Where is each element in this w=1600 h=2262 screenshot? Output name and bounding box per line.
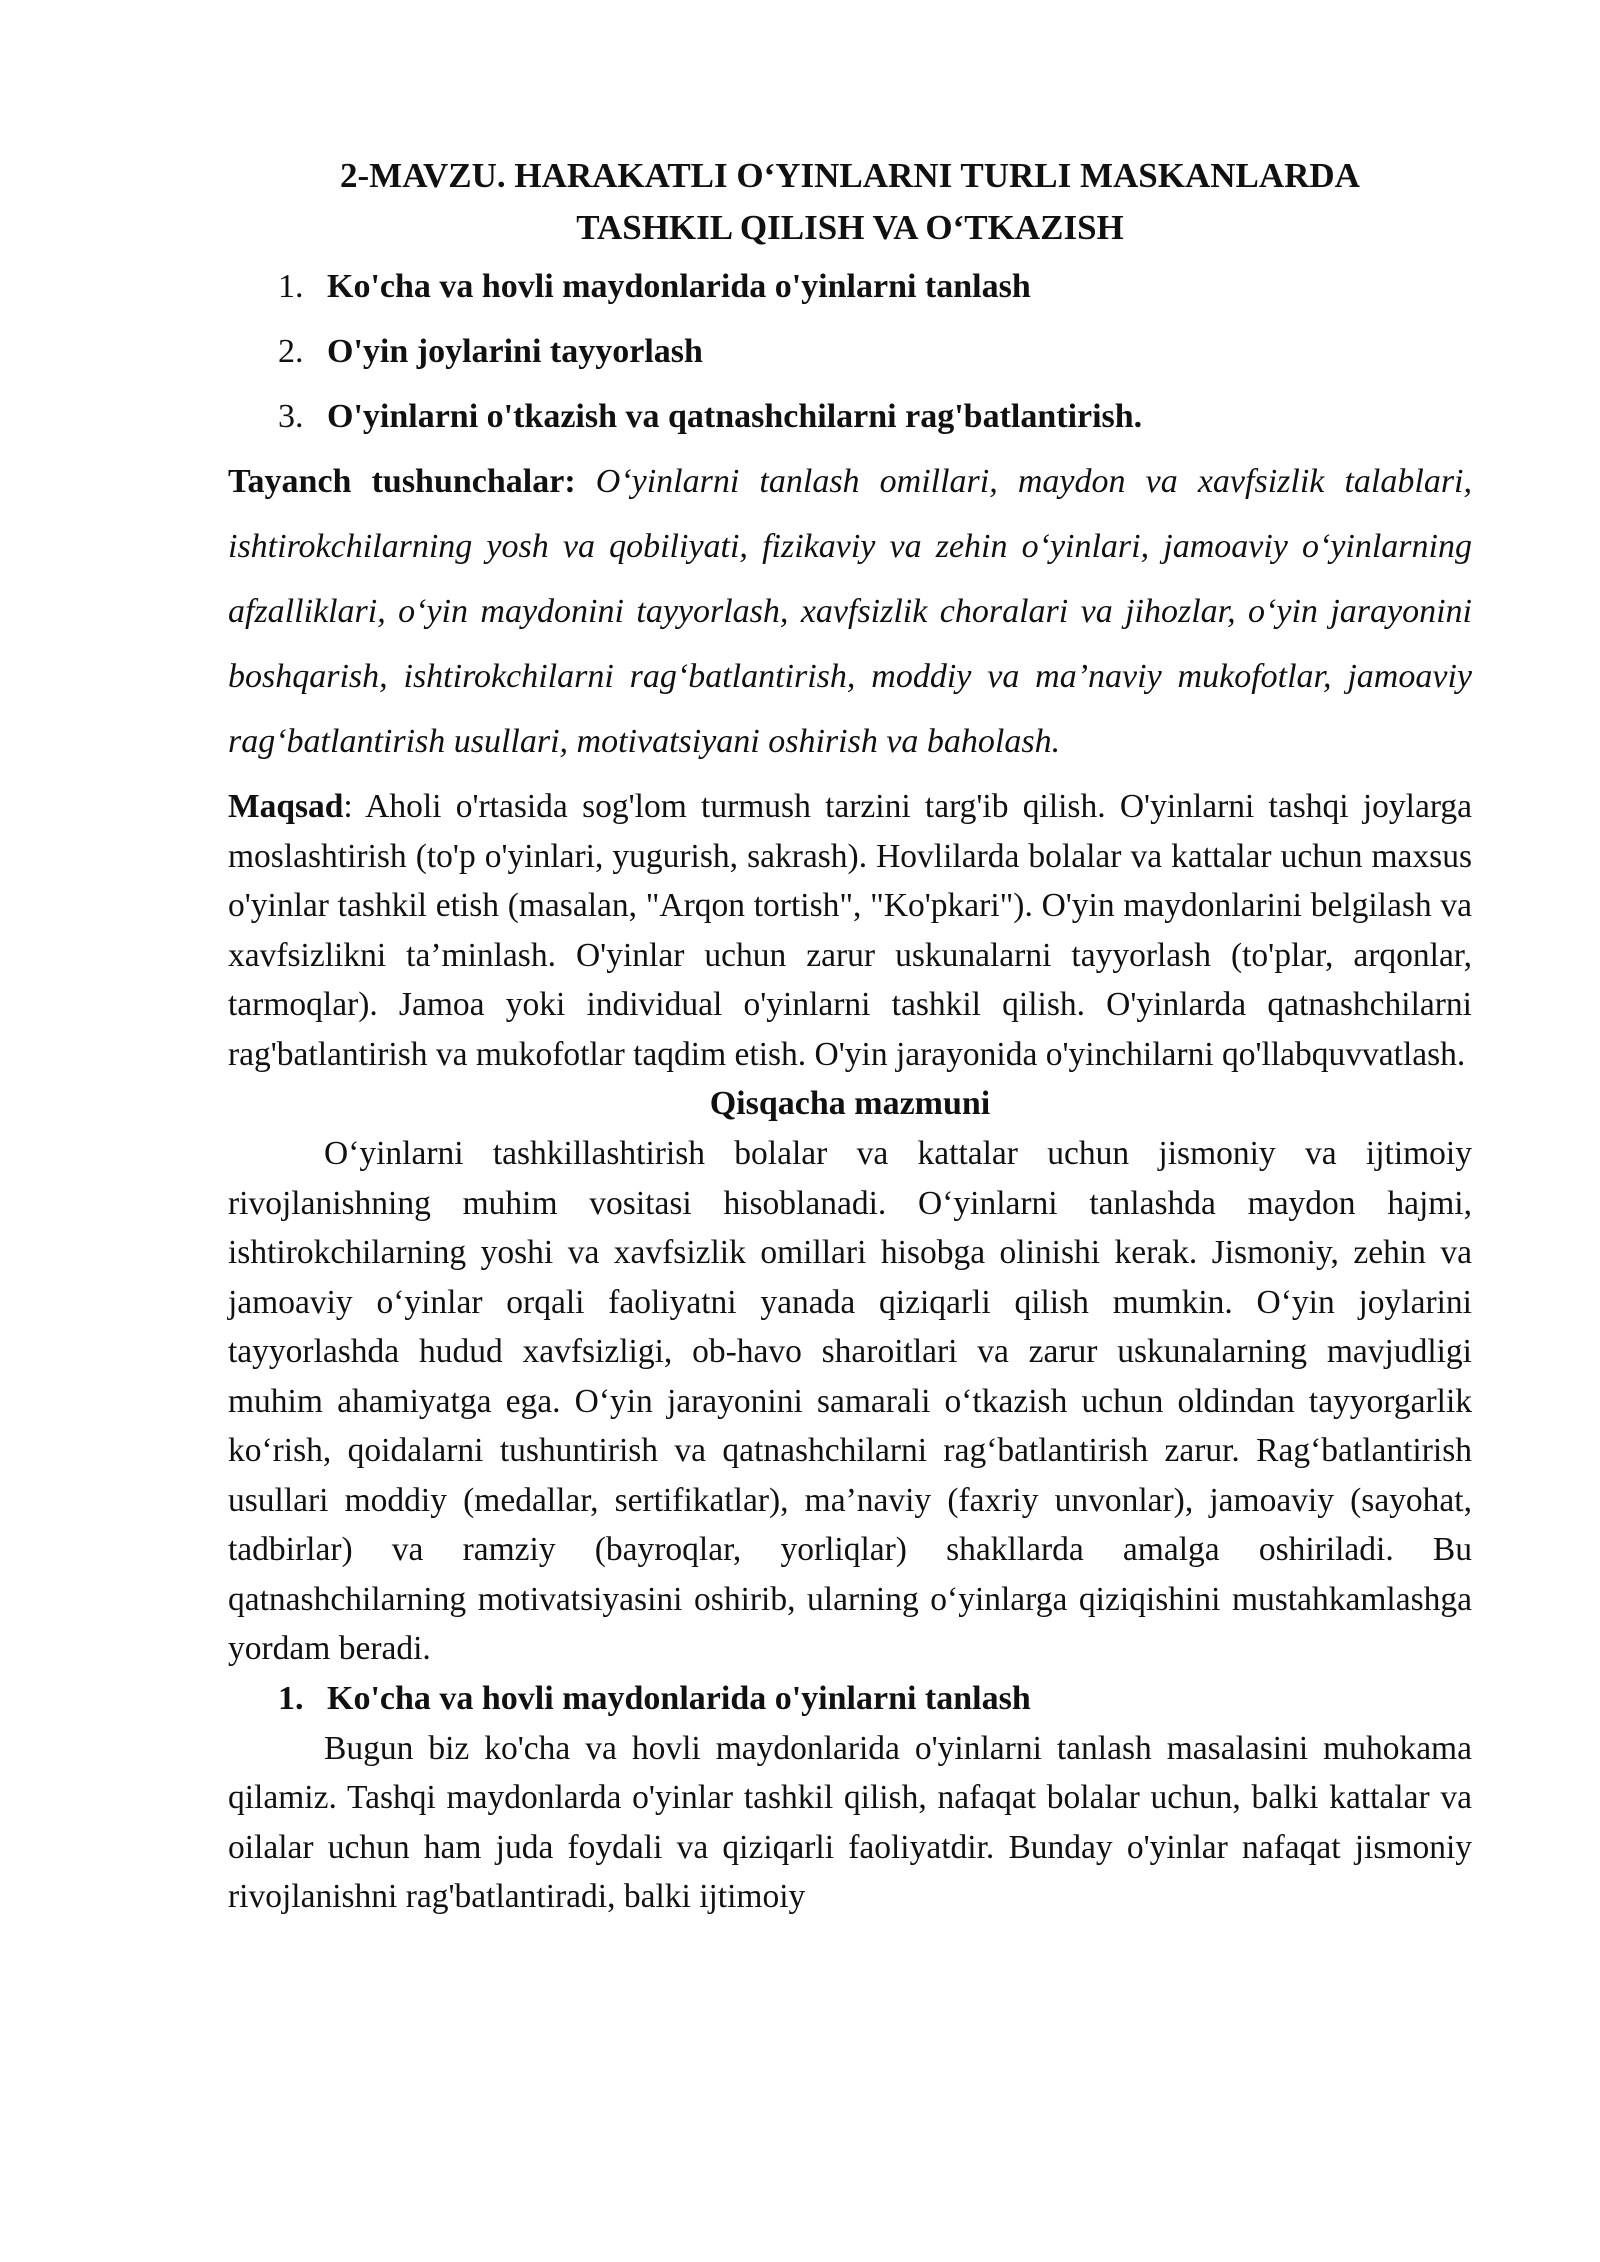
key-concepts-text: O‘yinlarni tanlash omillari, maydon va xavfsizlik talablari, ishtirokchilarning yosh va qobiliyati, fizikaviy va zehin o‘yinlari, jamoaviy o‘yinlarning afzalliklari, o‘yin maydonini tayyorlash, xavfsizlik choralari va jihozlar, o‘yin jarayonini boshqarish, ishtirokchilarni rag‘batlantirish, moddiy va ma’naviy mukofotlar, jamoaviy rag‘batlantirish usullari, motivatsiyani oshirish va baholash.	[228, 463, 1472, 760]
summary-paragraph: O‘yinlarni tashkillashtirish bolalar va kattalar uchun jismoniy va ijtimoiy rivojlanishning muhim vositasi hisoblanadi. O‘yinlarni tanlashda maydon hajmi, ishtirokchilarning yoshi va xavfsizlik omillari hisobga olinishi kerak. Jismoniy, zehin va jamoaviy o‘yinlar orqali faoliyatni yanada qiziqarli qilish mumkin. O‘yin joylarini tayyorlashda hudud xavfsizligi, ob-havo sharoitlari va zarur uskunalarning mavjudligi muhim ahamiyatga ega. O‘yin jarayonini samarali o‘tkazish uchun oldindan tayyorgarlik ko‘rish, qoidalarni tushuntirish va qatnashchilarni rag‘batlantirish zarur. Rag‘batlantirish usullari moddiy (medallar, sertifikatlar), ma’naviy (faxriy unvonlar), jamoaviy (sayohat, tadbirlar) va ramziy (bayroqlar, yorliqlar) shakllarda amalga oshiriladi. Bu qatnashchilarning motivatsiyasini oshirib, ularning o‘yinlarga qiziqishini mustahkamlashga yordam beradi.	[228, 1135, 1472, 1667]
topic-plan-list	[228, 254, 1472, 449]
plan-item-text: O'yinlarni o'tkazish va qatnashchilarni rag'batlantirish.	[327, 398, 1143, 435]
plan-item-number: 2.	[278, 333, 304, 370]
plan-item-number: 3.	[278, 398, 304, 435]
section-1-title: Ko'cha va hovli maydonlarida o'yinlarni tanlash	[327, 1679, 1031, 1717]
document-page	[228, 150, 1472, 1922]
key-concepts-label: Tayanch tushunchalar:	[228, 463, 576, 500]
goal-paragraph	[228, 782, 1472, 1079]
title-line-2: TASHKIL QILISH VA O‘TKAZISH	[576, 208, 1124, 247]
section-1-heading	[228, 1674, 1472, 1724]
summary-heading: Qisqacha mazmuni	[709, 1085, 991, 1122]
plan-item-number: 1.	[278, 268, 304, 305]
key-concepts-paragraph	[228, 449, 1472, 774]
plan-item	[228, 319, 1472, 384]
plan-item-text: O'yin joylarini tayyorlash	[327, 333, 703, 370]
section-1-number: 1.	[278, 1679, 304, 1717]
title-line-1: 2-MAVZU. HARAKATLI O‘YINLARNI TURLI MASKANLARDA	[340, 156, 1360, 195]
section-1-paragraph: Bugun biz ko'cha va hovli maydonlarida o'yinlarni tanlash masalasini muhokama qilamiz. Tashqi maydonlarda o'yinlar tashkil qilish, nafaqat bolalar uchun, balki kattalar va oilalar uchun ham juda foydali va qiziqarli faoliyatdir. Bunday o'yinlar nafaqat jismoniy rivojlanishni rag'batlantiradi, balki ijtimoiy	[228, 1729, 1472, 1915]
goal-text: : Aholi o'rtasida sog'lom turmush tarzini targ'ib qilish. O'yinlarni tashqi joylarga moslashtirish (to'p o'yinlari, yugurish, sakrash). Hovlilarda bolalar va kattalar uchun maxsus o'yinlar tashkil etish (masalan, "Arqon tortish", "Ko'pkari"). O'yin maydonlarini belgilash va xavfsizlikni ta’minlash. O'yinlar uchun zarur uskunalarni tayyorlash (to'plar, arqonlar, tarmoqlar). Jamoa yoki individual o'yinlarni tashkil qilish. O'yinlarda qatnashchilarni rag'batlantirish va mukofotlar taqdim etish. O'yin jarayonida o'yinchilarni qo'llabquvvatlash.	[228, 788, 1472, 1073]
plan-item	[228, 384, 1472, 449]
plan-item	[228, 254, 1472, 319]
document-title	[228, 150, 1472, 254]
plan-item-text: Ko'cha va hovli maydonlarida o'yinlarni tanlash	[327, 268, 1031, 305]
goal-label: Maqsad	[228, 788, 344, 825]
